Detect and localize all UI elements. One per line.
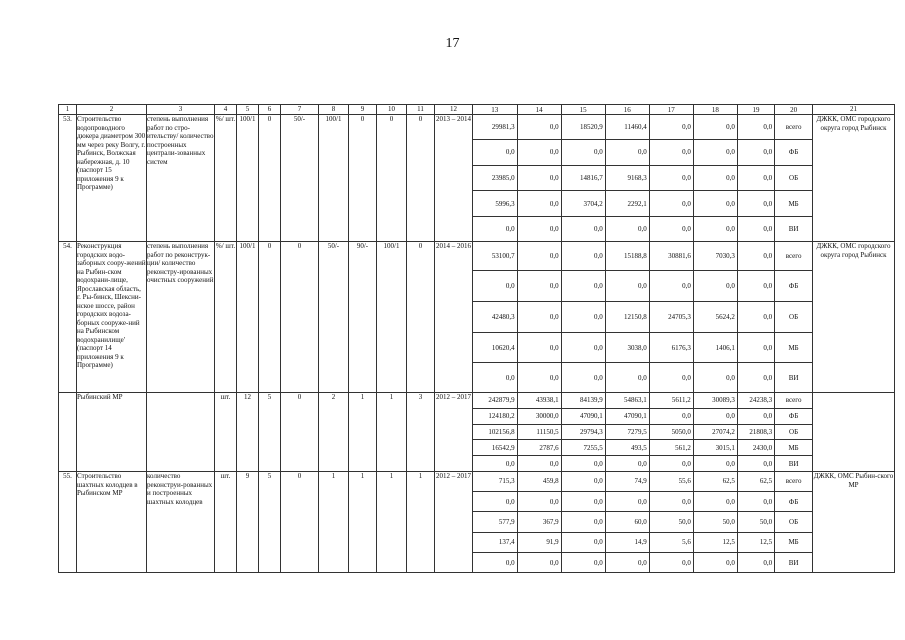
col-header: 9 [349, 105, 377, 115]
funding-amount: 0,0 [649, 491, 693, 511]
funding-amount: 0,0 [693, 491, 737, 511]
funding-subtable [473, 472, 812, 572]
value-cell: 100/1 [319, 115, 349, 242]
col-header: 19 [737, 105, 774, 114]
value-cell: 5 [259, 472, 281, 573]
funding-source: ОБ [775, 512, 812, 532]
funding-row [473, 512, 812, 532]
col-header: 17 [649, 105, 693, 114]
funding-amount: 0,0 [737, 408, 774, 424]
column-number-row [59, 105, 895, 115]
funding-amount: 9168,3 [605, 165, 649, 191]
funding-amount: 0,0 [561, 456, 605, 471]
col-header: 11 [407, 105, 435, 115]
funding-row [473, 532, 812, 552]
funding-amount: 0,0 [473, 271, 517, 302]
funding-amount: 0,0 [517, 456, 561, 471]
funding-amount: 30000,0 [517, 408, 561, 424]
funding-amount: 11460,4 [605, 115, 649, 139]
funding-amount: 0,0 [693, 191, 737, 217]
funding-amount: 16542,9 [473, 440, 517, 456]
period-cell: 2012 – 2017 [435, 472, 473, 573]
col-header: 15 [561, 105, 605, 114]
col-header: 14 [517, 105, 561, 114]
funding-amount: 27074,2 [693, 424, 737, 440]
funding-amount: 0,0 [517, 115, 561, 139]
value-cell: 1 [349, 393, 377, 472]
funding-amount: 0,0 [737, 491, 774, 511]
executor-cell [813, 393, 895, 472]
funding-amount: 15188,8 [605, 242, 649, 271]
funding-source: ВИ [788, 373, 799, 382]
period-cell: 2013 – 2014 [435, 115, 473, 242]
funding-amount: 493,5 [605, 440, 649, 456]
funding-row [473, 191, 812, 217]
unit-cell: шт. [215, 472, 237, 573]
funding-amount: 0,0 [737, 271, 774, 302]
row-number [59, 393, 77, 472]
funding-source: ВИ [788, 558, 799, 567]
funding-amount: 0,0 [693, 271, 737, 302]
funding-amount: 84139,9 [561, 393, 605, 408]
value-cell: 12 [237, 393, 259, 472]
funding-amount: 7279,5 [605, 424, 649, 440]
funding-source: всего [775, 115, 812, 139]
funding-block [473, 393, 813, 472]
value-cell: 0 [407, 115, 435, 242]
funding-amount: 0,0 [693, 139, 737, 165]
funding-source: всего [775, 393, 812, 408]
funding-row [473, 363, 812, 392]
funding-amount: 0,0 [737, 217, 774, 241]
funding-amount: 0,0 [649, 139, 693, 165]
funding-amount: 0,0 [517, 363, 561, 392]
object-name: Строительство шахтных колодцев в Рыбинском МР [77, 472, 147, 573]
funding-amount: 0,0 [649, 408, 693, 424]
funding-amount: 577,9 [473, 512, 517, 532]
period-cell: 2012 – 2017 [435, 393, 473, 472]
funding-block [473, 472, 813, 573]
funding-amount: 0,0 [737, 332, 774, 363]
funding-row [473, 408, 812, 424]
executor-cell: ДЖКК, ОМС Рыбин-ского МР [813, 472, 895, 573]
funding-amount: 0,0 [517, 553, 561, 572]
funding-amount: 30089,3 [693, 393, 737, 408]
funding-amount: 0,0 [649, 165, 693, 191]
funding-row [473, 271, 812, 302]
col-header: 16 [605, 105, 649, 114]
funding-amount: 6176,3 [649, 332, 693, 363]
funding-amount: 0,0 [737, 191, 774, 217]
value-cell: 3 [407, 393, 435, 472]
funding-source: ФБ [775, 408, 812, 424]
value-cell: 5 [259, 393, 281, 472]
funding-amount: 0,0 [737, 302, 774, 333]
funding-amount: 0,0 [737, 115, 774, 139]
value-cell: 9 [237, 472, 259, 573]
funding-amount: 24705,3 [649, 302, 693, 333]
indicator-text: количество реконструи-рованных и построенных шахтных колодцев [147, 472, 215, 573]
funding-source: МБ [775, 191, 812, 217]
page-number: 17 [445, 36, 460, 51]
funding-amount: 0,0 [473, 363, 517, 392]
col-header-group [473, 105, 813, 115]
funding-amount: 12,5 [693, 532, 737, 552]
funding-amount: 715,3 [473, 472, 517, 491]
executor-cell: ДЖКК, ОМС городского округа город Рыбинск [813, 242, 895, 393]
funding-amount: 0,0 [561, 139, 605, 165]
funding-amount: 5611,2 [649, 393, 693, 408]
col-header: 8 [319, 105, 349, 115]
funding-amount: 0,0 [649, 217, 693, 241]
value-cell: 0 [377, 115, 407, 242]
funding-amount: 0,0 [473, 491, 517, 511]
funding-amount: 0,0 [561, 512, 605, 532]
funding-row [473, 472, 812, 491]
funding-amount: 23985,0 [473, 165, 517, 191]
value-cell: 1 [349, 472, 377, 573]
col-header: 13 [473, 105, 517, 114]
funding-amount: 29794,3 [561, 424, 605, 440]
funding-amount: 0,0 [561, 217, 605, 241]
funding-amount: 43938,1 [517, 393, 561, 408]
funding-source: ВИ [788, 459, 799, 468]
funding-amount: 0,0 [649, 553, 693, 572]
funding-subtable [473, 393, 812, 471]
funding-amount: 0,0 [737, 553, 774, 572]
funding-amount: 0,0 [561, 553, 605, 572]
funding-amount: 3704,2 [561, 191, 605, 217]
funding-amount: 24238,3 [737, 393, 774, 408]
funding-amount: 30881,6 [649, 242, 693, 271]
funding-row [473, 440, 812, 456]
funding-amount: 50,0 [693, 512, 737, 532]
funding-amount: 42480,3 [473, 302, 517, 333]
funding-amount: 137,4 [473, 532, 517, 552]
funding-amount: 60,0 [605, 512, 649, 532]
value-cell: 0 [259, 242, 281, 393]
value-cell: 0 [349, 115, 377, 242]
funding-source: ВИ [788, 225, 799, 234]
program-row [59, 242, 895, 393]
funding-row [473, 165, 812, 191]
col-header: 12 [435, 105, 473, 115]
col-header-subtable [473, 105, 812, 114]
funding-amount: 50,0 [649, 512, 693, 532]
funding-source: всего [775, 242, 812, 271]
program-row [59, 393, 895, 472]
funding-amount: 0,0 [605, 456, 649, 471]
funding-source: ФБ [775, 491, 812, 511]
funding-amount: 0,0 [693, 456, 737, 471]
value-cell: 0 [281, 472, 319, 573]
funding-amount: 0,0 [693, 115, 737, 139]
funding-amount: 0,0 [561, 472, 605, 491]
value-cell: 1 [319, 472, 349, 573]
funding-amount: 0,0 [605, 363, 649, 392]
funding-amount: 242879,9 [473, 393, 517, 408]
funding-amount: 0,0 [693, 217, 737, 241]
funding-amount: 18520,9 [561, 115, 605, 139]
funding-amount: 0,0 [605, 491, 649, 511]
funding-subtable [473, 242, 812, 392]
col-header: 3 [147, 105, 215, 115]
col-header: 10 [377, 105, 407, 115]
funding-amount: 21808,3 [737, 424, 774, 440]
value-cell: 2 [319, 393, 349, 472]
funding-amount: 14,9 [605, 532, 649, 552]
funding-amount: 561,2 [649, 440, 693, 456]
funding-amount: 102156,8 [473, 424, 517, 440]
funding-amount: 7030,3 [693, 242, 737, 271]
funding-amount: 0,0 [737, 165, 774, 191]
funding-amount: 2787,6 [517, 440, 561, 456]
col-header: 7 [281, 105, 319, 115]
unit-cell: %/ шт. [215, 115, 237, 242]
funding-row [473, 242, 812, 271]
program-row [59, 472, 895, 573]
funding-amount: 0,0 [517, 302, 561, 333]
row-number: 54. [59, 242, 77, 393]
funding-amount: 12150,8 [605, 302, 649, 333]
col-header: 5 [237, 105, 259, 115]
funding-amount: 5,6 [649, 532, 693, 552]
funding-amount: 0,0 [605, 139, 649, 165]
funding-amount: 0,0 [561, 532, 605, 552]
funding-amount: 0,0 [693, 165, 737, 191]
funding-amount: 0,0 [517, 217, 561, 241]
funding-amount: 0,0 [561, 332, 605, 363]
funding-amount: 0,0 [649, 363, 693, 392]
funding-amount: 0,0 [517, 491, 561, 511]
funding-block [473, 115, 813, 242]
value-cell: 90/- [349, 242, 377, 393]
unit-cell: %/ шт. [215, 242, 237, 393]
col-header: 20 [790, 105, 798, 114]
funding-amount: 53100,7 [473, 242, 517, 271]
indicator-text: степень выполнения работ по реконструк-ции/ количество реконстру-ированных очистных сооружений [147, 242, 215, 393]
col-header: 1 [59, 105, 77, 115]
funding-amount: 54863,1 [605, 393, 649, 408]
funding-amount: 0,0 [517, 191, 561, 217]
period-cell: 2014 – 2016 [435, 242, 473, 393]
funding-amount: 7255,5 [561, 440, 605, 456]
funding-amount: 0,0 [605, 271, 649, 302]
funding-amount: 0,0 [473, 553, 517, 572]
funding-amount: 55,6 [649, 472, 693, 491]
funding-amount: 62,5 [693, 472, 737, 491]
executor-cell: ДЖКК, ОМС городского округа город Рыбинск [813, 115, 895, 242]
funding-subtable [473, 115, 812, 241]
object-name: Рыбинский МР [77, 393, 147, 472]
funding-amount: 0,0 [517, 139, 561, 165]
value-cell: 0 [281, 393, 319, 472]
funding-row [473, 393, 812, 408]
program-table [58, 104, 895, 573]
funding-amount: 0,0 [561, 271, 605, 302]
funding-amount: 0,0 [517, 332, 561, 363]
funding-source: всего [775, 472, 812, 491]
funding-source: ФБ [775, 271, 812, 302]
funding-amount: 14816,7 [561, 165, 605, 191]
funding-row [473, 456, 812, 471]
funding-amount: 10620,4 [473, 332, 517, 363]
funding-source: МБ [775, 332, 812, 363]
funding-amount: 5996,3 [473, 191, 517, 217]
value-cell: 0 [281, 242, 319, 393]
funding-source: МБ [775, 532, 812, 552]
funding-amount: 124180,2 [473, 408, 517, 424]
funding-amount: 74,9 [605, 472, 649, 491]
funding-amount: 0,0 [605, 553, 649, 572]
value-cell: 100/1 [237, 242, 259, 393]
funding-amount: 0,0 [649, 115, 693, 139]
funding-amount: 62,5 [737, 472, 774, 491]
value-cell: 100/1 [237, 115, 259, 242]
funding-amount: 459,8 [517, 472, 561, 491]
funding-amount: 0,0 [605, 217, 649, 241]
funding-amount: 29981,3 [473, 115, 517, 139]
funding-row [473, 424, 812, 440]
funding-amount: 91,9 [517, 532, 561, 552]
funding-amount: 0,0 [561, 242, 605, 271]
value-cell: 50/- [319, 242, 349, 393]
funding-amount: 0,0 [473, 139, 517, 165]
funding-row [473, 553, 812, 572]
col-header: 6 [259, 105, 281, 115]
funding-amount: 50,0 [737, 512, 774, 532]
funding-amount: 0,0 [693, 553, 737, 572]
funding-amount: 47090,1 [561, 408, 605, 424]
funding-amount: 47090,1 [605, 408, 649, 424]
object-name: Реконструкция городских водо-заборных соору-жений на Рыбин-ском водохрани-лище, Ярославская область, г. Ры-бинск, Шексни-нское шоссе, район городских водоза-борных сооруже-ний на Рыбинском водохранилище' (паспорт 14 приложения 9 к Программе) [77, 242, 147, 393]
program-row [59, 115, 895, 242]
col-header: 2 [77, 105, 147, 115]
funding-row [473, 332, 812, 363]
funding-row [473, 139, 812, 165]
indicator-text: степень выполнения работ по стро-ительству/ количество построенных централи-зованных систем [147, 115, 215, 242]
row-number: 55. [59, 472, 77, 573]
value-cell: 50/- [281, 115, 319, 242]
funding-row [473, 302, 812, 333]
funding-source: ОБ [775, 165, 812, 191]
funding-amount: 12,5 [737, 532, 774, 552]
funding-row [473, 217, 812, 241]
funding-source: МБ [775, 440, 812, 456]
funding-amount: 0,0 [517, 271, 561, 302]
value-cell: 1 [377, 393, 407, 472]
funding-source: ОБ [775, 302, 812, 333]
object-name: Строительство водопроводного дюкера диаметром 300 мм через реку Волгу, г. Рыбинск, Волжская набережная, д. 10 (паспорт 15 приложения 9 к Программе) [77, 115, 147, 242]
col-header: 18 [693, 105, 737, 114]
row-number: 53. [59, 115, 77, 242]
funding-amount: 0,0 [517, 165, 561, 191]
col-header: 21 [813, 105, 895, 115]
funding-row [473, 491, 812, 511]
value-cell: 0 [407, 242, 435, 393]
funding-amount: 0,0 [737, 139, 774, 165]
funding-amount: 2430,0 [737, 440, 774, 456]
value-cell: 100/1 [377, 242, 407, 393]
funding-amount: 5050,0 [649, 424, 693, 440]
funding-amount: 0,0 [649, 191, 693, 217]
funding-row [473, 115, 812, 139]
unit-cell: шт. [215, 393, 237, 472]
funding-amount: 3015,1 [693, 440, 737, 456]
funding-amount: 0,0 [693, 363, 737, 392]
funding-amount: 3038,0 [605, 332, 649, 363]
funding-amount: 0,0 [473, 456, 517, 471]
value-cell: 0 [259, 115, 281, 242]
funding-block [473, 242, 813, 393]
funding-amount: 0,0 [693, 408, 737, 424]
funding-amount: 0,0 [737, 456, 774, 471]
funding-source: ОБ [775, 424, 812, 440]
funding-amount: 0,0 [649, 271, 693, 302]
funding-amount: 5624,2 [693, 302, 737, 333]
funding-amount: 11150,5 [517, 424, 561, 440]
funding-amount: 367,9 [517, 512, 561, 532]
funding-source: ФБ [775, 139, 812, 165]
funding-amount: 0,0 [649, 456, 693, 471]
funding-amount: 0,0 [561, 302, 605, 333]
funding-amount: 0,0 [561, 363, 605, 392]
funding-amount: 0,0 [737, 363, 774, 392]
value-cell: 1 [377, 472, 407, 573]
value-cell: 1 [407, 472, 435, 573]
funding-amount: 0,0 [737, 242, 774, 271]
funding-amount: 0,0 [473, 217, 517, 241]
funding-amount: 0,0 [517, 242, 561, 271]
indicator-text [147, 393, 215, 472]
col-header: 4 [215, 105, 237, 115]
funding-amount: 2292,1 [605, 191, 649, 217]
funding-amount: 1406,1 [693, 332, 737, 363]
funding-amount: 0,0 [561, 491, 605, 511]
